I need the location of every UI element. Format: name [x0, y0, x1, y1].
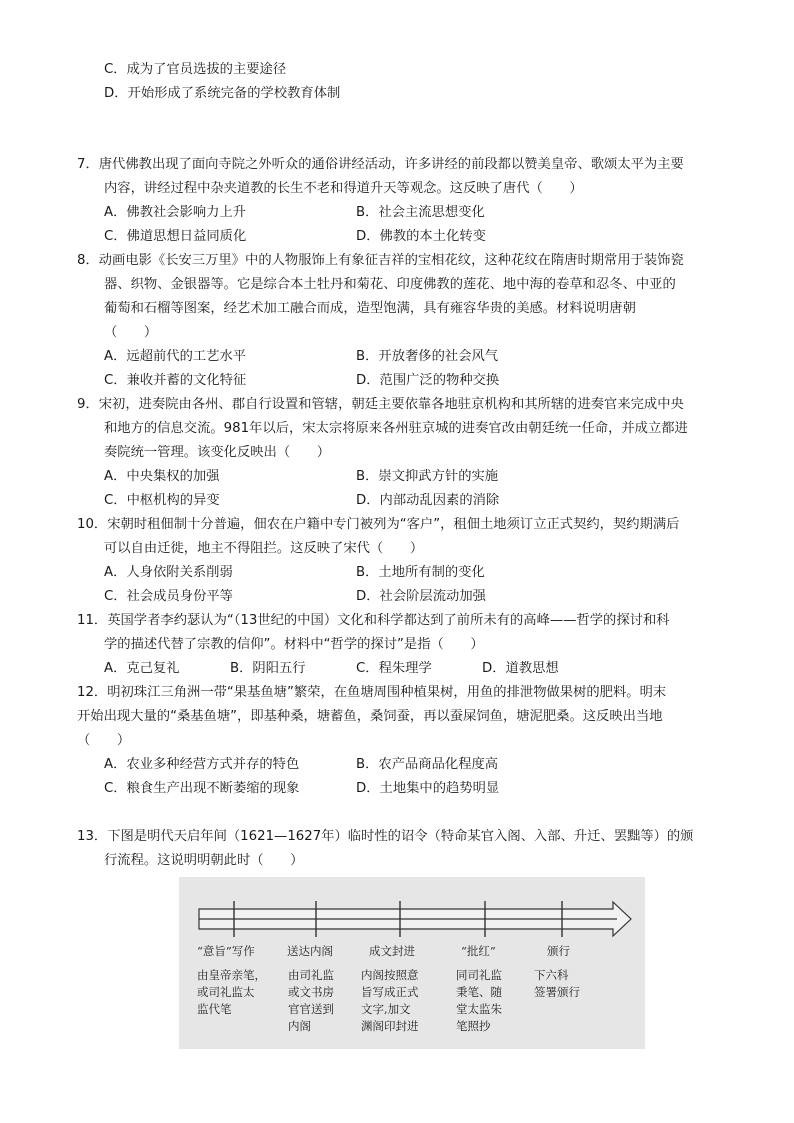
stage-1-desc: 由皇帝亲笔， 或司礼监太 监代笔 [197, 968, 266, 1016]
q9-stem-line-1: 9．宋初，进奏院由各州、郡自行设置和管辖，朝廷主要依靠各地驻京机构和其所辖的进奏官来完成中央 [77, 397, 684, 412]
q11-option-a: A．克己复礼 [104, 661, 180, 676]
stage-1-title: “意旨”写作 [197, 944, 255, 958]
q7-option-a: A．佛教社会影响力上升 [104, 205, 247, 220]
q10-stem-line-2: 可以自由迁徙，地主不得阻拦。这反映了宋代（ ） [104, 541, 424, 556]
q13-stem-line-1: 13．下图是明代天启年间（1621—1627年）临时性的诏令（特命某官入阁、入部、升迁、罢黜等）的颁 [77, 829, 694, 844]
q10-stem-line-1: 10．宋朝时租佃制十分普遍，佃农在户籍中专门被列为“客户”，租佃土地须订立正式契约，契约期满后 [77, 517, 680, 532]
q12-stem-line-1: 12．明初珠江三角洲一带“果基鱼塘”繁荣，在鱼塘周围种植果树，用鱼的排泄物做果树的肥料。明末 [77, 685, 667, 700]
stage-2-title: 送达内阁 [287, 944, 333, 958]
q11-option-b: B．阴阳五行 [230, 661, 306, 676]
stage-2-desc: 由司礼监 或文书房 官官送到 内阁 [288, 968, 334, 1033]
q7-option-d: D．佛教的本土化转变 [356, 229, 486, 244]
q9-option-c: C．中枢机构的异变 [104, 493, 220, 508]
q12-option-b: B．农产品商品化程度高 [356, 757, 499, 772]
process-flow-diagram [179, 877, 645, 1049]
q8-stem-line-1: 8．动画电影《长安三万里》中的人物服饰上有象征吉祥的宝相花纹，这种花纹在隋唐时期常用于装饰瓷 [77, 253, 684, 268]
q9-option-a: A．中央集权的加强 [104, 469, 220, 484]
q8-stem-line-4: （ ） [104, 325, 158, 340]
stage-3-title: 成文封进 [369, 944, 415, 958]
q8-option-d: D．范围广泛的物种交换 [356, 373, 500, 388]
q8-option-c: C．兼收并蓄的文化特征 [104, 373, 247, 388]
stage-3-desc: 内阁按照意 旨写成正式 文字,加文 渊阁印封进 [361, 968, 419, 1033]
q12-stem-line-2: 开始出现大量的“桑基鱼塘”，即基种桑，塘蓄鱼，桑饲蚕，再以蚕屎饲鱼，塘泥肥桑。这反映出当地 [77, 709, 663, 724]
q9-option-b: B．崇文抑武方针的实施 [356, 469, 499, 484]
q10-option-a: A．人身依附关系削弱 [104, 565, 233, 580]
q8-stem-line-2: 器、织物、金银器等。它是综合本土牡丹和菊花、印度佛教的莲花、地中海的卷草和忍冬、中亚的 [104, 277, 676, 292]
q11-stem-line-2: 学的描述代替了宗教的信仰”。材料中“哲学的探讨”是指（ ） [104, 637, 484, 652]
q12-stem-line-3: （ ） [77, 733, 131, 748]
stage-5-title: 颁行 [547, 944, 570, 958]
q7-stem-line-2: 内容，讲经过程中杂夹道教的长生不老和得道升天等观念。这反映了唐代（ ） [104, 181, 583, 196]
stage-4-desc: 同司礼监 秉笔、随 堂太监朱 笔照抄 [456, 968, 502, 1033]
q9-option-d: D．内部动乱因素的消除 [356, 493, 500, 508]
q13-stem-line-2: 行流程。这说明明朝此时（ ） [104, 853, 304, 868]
stage-4-title: “批红” [461, 944, 496, 958]
q11-option-c: C．程朱理学 [356, 661, 432, 676]
q11-option-d: D．道教思想 [482, 661, 559, 676]
q12-option-a: A．农业多种经营方式并存的特色 [104, 757, 300, 772]
q8-option-a: A．远超前代的工艺水平 [104, 349, 247, 364]
q6-option-d: D．开始形成了系统完备的学校教育体制 [104, 86, 341, 101]
q12-option-c: C．粮食生产出现不断萎缩的现象 [104, 781, 300, 796]
q10-option-d: D．社会阶层流动加强 [356, 589, 486, 604]
stage-5-desc: 下六科 签署颁行 [534, 968, 580, 999]
q12-option-d: D．土地集中的趋势明显 [356, 781, 500, 796]
q7-stem-line-1: 7．唐代佛教出现了面向寺院之外听众的通俗讲经活动，许多讲经的前段都以赞美皇帝、歌颂太平为主要 [77, 157, 684, 172]
q8-option-b: B．开放奢侈的社会风气 [356, 349, 499, 364]
q8-stem-line-3: 葡萄和石榴等图案，经艺术加工融合而成，造型饱满，具有雍容华贵的美感。材料说明唐朝 [104, 301, 636, 316]
q9-stem-line-2: 和地方的信息交流。981年以后，宋太宗将原来各州驻京城的进奏官改由朝廷统一任命，并成立都进 [104, 421, 688, 436]
q9-stem-line-3: 奏院统一管理。该变化反映出（ ） [104, 445, 331, 460]
q6-option-c: C．成为了官员选拔的主要途径 [104, 62, 287, 77]
q7-option-c: C．佛道思想日益同质化 [104, 229, 247, 244]
q10-option-c: C．社会成员身份平等 [104, 589, 233, 604]
q7-option-b: B．社会主流思想变化 [356, 205, 485, 220]
q10-option-b: B．土地所有制的变化 [356, 565, 485, 580]
q11-stem-line-1: 11．英国学者李约瑟认为“（13世纪的中国）文化和科学都达到了前所未有的高峰——哲学的探讨和科 [77, 613, 670, 628]
